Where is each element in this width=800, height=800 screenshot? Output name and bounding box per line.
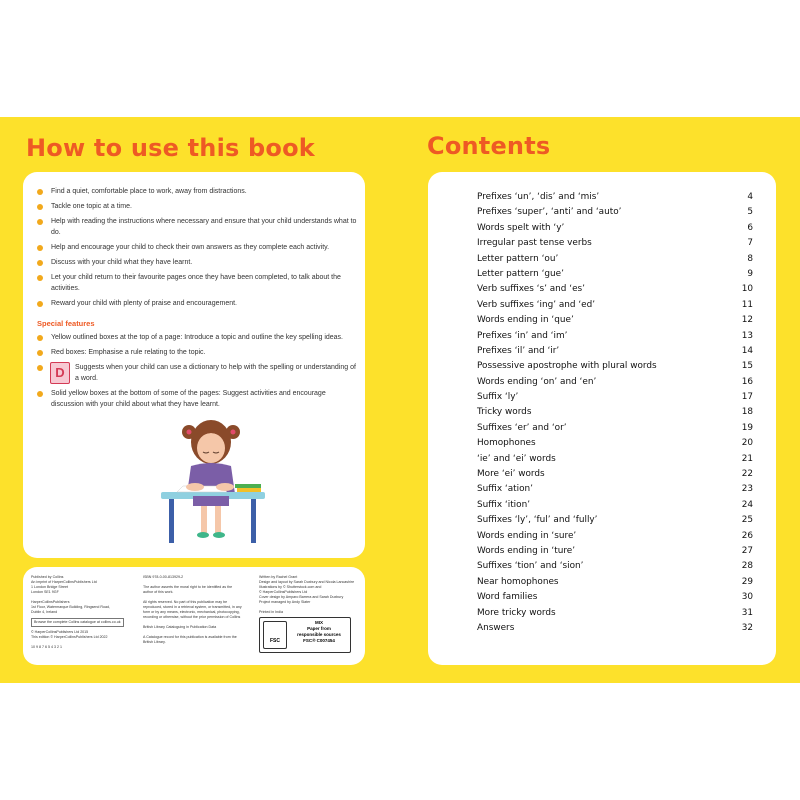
- contents-page-number: 32: [741, 622, 753, 633]
- contents-title: Irregular past tense verbs: [477, 238, 592, 249]
- contents-row: [477, 559, 753, 574]
- list-item: Let your child return to their favourite pages once they have been completed, to talk about the activities.: [37, 272, 357, 294]
- contents-row: [477, 205, 753, 220]
- contents-title: Words ending in ‘ture’: [477, 545, 576, 556]
- bullet-dot-icon: [37, 301, 43, 307]
- bullet-dot-icon: [37, 204, 43, 210]
- contents-row: [477, 436, 753, 451]
- contents-row: [477, 221, 753, 236]
- contents-page-number: 28: [741, 561, 753, 572]
- contents-title: Near homophones: [477, 576, 559, 587]
- contents-title: Suffix ‘ition’: [477, 499, 531, 510]
- contents-page-number: 15: [741, 361, 753, 372]
- imprint-column-publisher: Published by Collins An imprint of HarperCollinsPublishers Ltd 1 London Bridge Street London SE1 9GF HarperCollinsPublishers 1st Floor, Watermarque Building, Ringsend Road, Dublin 4, Ireland Browse the complete Collins catalogue at collins.co.uk © HarperCollinsPublishers Ltd 2015 This edition © HarperCollinsPublishers Ltd 2022 10 9 8 7 6 5 4 3 2 1: [31, 575, 124, 650]
- contents-title: Prefixes ‘un’, ‘dis’ and ‘mis’: [477, 192, 600, 202]
- contents-page-number: 16: [741, 376, 753, 387]
- contents-page-number: 23: [741, 484, 753, 495]
- imprint-panel: [23, 567, 365, 665]
- contents-page-number: 13: [741, 330, 753, 341]
- contents-title: Words ending ‘on’ and ‘en’: [477, 376, 597, 387]
- contents-row: [477, 252, 753, 267]
- contents-title: Possessive apostrophe with plural words: [477, 361, 657, 372]
- contents-row: [477, 513, 753, 528]
- contents-page-number: 26: [741, 530, 753, 541]
- contents-page-number: 5: [747, 207, 753, 218]
- list-item: Discuss with your child what they have learnt.: [37, 257, 357, 268]
- contents-row: [477, 482, 753, 497]
- list-item: Help with reading the instructions where necessary and ensure that your child understands what to do.: [37, 216, 357, 238]
- contents-page-number: 29: [741, 576, 753, 587]
- dictionary-icon: D: [50, 362, 70, 384]
- contents-row: [477, 421, 753, 436]
- contents-row: [477, 452, 753, 467]
- contents-title: Answers: [477, 622, 515, 633]
- contents-title: Letter pattern ‘gue’: [477, 268, 564, 279]
- contents-page-number: 31: [741, 607, 753, 618]
- contents-row: [477, 375, 753, 390]
- contents-row: [477, 282, 753, 297]
- contents-row: [477, 236, 753, 251]
- contents-title: Prefixes ‘in’ and ‘im’: [477, 330, 568, 341]
- contents-row: [477, 498, 753, 513]
- contents-page-number: 19: [741, 422, 753, 433]
- contents-page-number: 8: [747, 253, 753, 264]
- contents-title: Suffix ‘ly’: [477, 392, 519, 403]
- list-item: Yellow outlined boxes at the top of a page: Introduce a topic and outline the key spelling ideas.: [37, 332, 357, 343]
- contents-page-number: 17: [741, 392, 753, 403]
- list-item: Solid yellow boxes at the bottom of some of the pages: Suggest activities and encourage discussion with your child about what they have learnt.: [37, 388, 357, 410]
- contents-row: [477, 190, 753, 205]
- contents-page-number: 30: [741, 592, 753, 603]
- bullet-dot-icon: [37, 245, 43, 251]
- how-to-use-panel: [23, 172, 365, 558]
- contents-title: More ‘ei’ words: [477, 469, 545, 480]
- contents-title: Homophones: [477, 438, 536, 449]
- contents-page-number: 14: [741, 345, 753, 356]
- girl-at-desk-illustration: [143, 412, 283, 552]
- list-item: Reward your child with plenty of praise and encouragement.: [37, 298, 357, 309]
- bullet-dot-icon: [37, 260, 43, 266]
- contents-row: [477, 298, 753, 313]
- contents-title: Suffix ‘ation’: [477, 484, 533, 495]
- contents-title: Suffixes ‘tion’ and ‘sion’: [477, 561, 584, 572]
- contents-title: Prefixes ‘super’, ‘anti’ and ‘auto’: [477, 207, 622, 218]
- contents-page-number: 25: [741, 515, 753, 526]
- contents-panel: [428, 172, 776, 665]
- contents-row: [477, 267, 753, 282]
- contents-list: [477, 190, 753, 636]
- contents-row: [477, 467, 753, 482]
- fsc-badge: [259, 617, 351, 653]
- imprint-column-rights: ISBN 978-0-00-813929-2 The author asserts the moral right to be identified as the author of this work. All rights reserved. No part of this publication may be reproduced, stored in a retrieval system, or transmitted, in any form or by any means, electronic, mechanical, photocopying, recording or otherwise, without the prior permission of Collins British Library Cataloguing in Publication Data A Catalogue record for this publication is available from the British Library.: [143, 575, 242, 644]
- list-item: Red boxes: Emphasise a rule relating to the topic.: [37, 347, 357, 358]
- contents-page-number: 4: [747, 192, 753, 202]
- contents-row: [477, 313, 753, 328]
- contents-page-number: 9: [747, 268, 753, 279]
- contents-page-number: 20: [741, 438, 753, 449]
- contents-row: [477, 344, 753, 359]
- how-to-use-heading: How to use this book: [26, 134, 315, 162]
- bullet-dot-icon: [37, 391, 43, 397]
- list-item: Tackle one topic at a time.: [37, 201, 357, 212]
- contents-page-number: 7: [747, 238, 753, 249]
- contents-row: [477, 544, 753, 559]
- contents-title: Words ending in ‘sure’: [477, 530, 577, 541]
- fsc-text: MIX Paper from responsible sources FSC® C007454: [297, 620, 341, 643]
- list-item: Find a quiet, comfortable place to work, away from distractions.: [37, 186, 357, 197]
- contents-page-number: 6: [747, 222, 753, 233]
- contents-row: [477, 606, 753, 621]
- special-features-heading: Special features: [37, 319, 95, 328]
- contents-title: Verb suffixes ‘ing’ and ‘ed’: [477, 299, 596, 310]
- contents-title: Words spelt with ‘y’: [477, 222, 565, 233]
- contents-page-number: 10: [741, 284, 753, 295]
- contents-page-number: 11: [741, 299, 753, 310]
- bullet-dot-icon: [37, 219, 43, 225]
- bullet-dot-icon: [37, 350, 43, 356]
- contents-title: Verb suffixes ‘s’ and ‘es’: [477, 284, 585, 295]
- contents-title: More tricky words: [477, 607, 556, 618]
- contents-heading: Contents: [427, 132, 551, 160]
- contents-title: Words ending in ‘que’: [477, 315, 574, 326]
- special-features-list: [37, 332, 357, 414]
- contents-title: Suffixes ‘ly’, ‘ful’ and ‘fully’: [477, 515, 598, 526]
- contents-row: [477, 329, 753, 344]
- contents-title: Tricky words: [477, 407, 532, 418]
- bullet-dot-icon: [37, 365, 43, 371]
- tips-list: [37, 186, 357, 313]
- list-item: Help and encourage your child to check their own answers as they complete each activity.: [37, 242, 357, 253]
- contents-row: [477, 529, 753, 544]
- contents-title: Word families: [477, 592, 538, 603]
- bullet-dot-icon: [37, 189, 43, 195]
- contents-page-number: 21: [741, 453, 753, 464]
- fsc-tree-icon: FSC: [263, 621, 287, 649]
- contents-title: ‘ie’ and ‘ei’ words: [477, 453, 556, 464]
- contents-title: Prefixes ‘il’ and ‘ir’: [477, 345, 560, 356]
- contents-page-number: 12: [741, 315, 753, 326]
- list-item: D Suggests when your child can use a dictionary to help with the spelling or understanding of a word.: [37, 362, 357, 384]
- contents-row: [477, 575, 753, 590]
- contents-page-number: 27: [741, 545, 753, 556]
- bullet-dot-icon: [37, 275, 43, 281]
- contents-row: [477, 590, 753, 605]
- contents-page-number: 24: [741, 499, 753, 510]
- contents-page-number: 22: [741, 469, 753, 480]
- contents-row: [477, 390, 753, 405]
- contents-row: [477, 359, 753, 374]
- catalogue-link: Browse the complete Collins catalogue at collins.co.uk: [31, 618, 124, 627]
- bullet-dot-icon: [37, 335, 43, 341]
- contents-row: [477, 405, 753, 420]
- contents-page-number: 18: [741, 407, 753, 418]
- imprint-column-credits: Written by Rachel Grant Design and layout by Sarah Duxbury and Nicola Lancashire Illustrations by © Shutterstock.com and © HarperCollinsPublishers Ltd Cover design by Amparo Barrera and Sarah Duxbury Project managed by Andy Slater Printed in India: [259, 575, 355, 614]
- contents-title: Suffixes ‘er’ and ‘or’: [477, 422, 567, 433]
- contents-title: Letter pattern ‘ou’: [477, 253, 559, 264]
- contents-row: [477, 621, 753, 636]
